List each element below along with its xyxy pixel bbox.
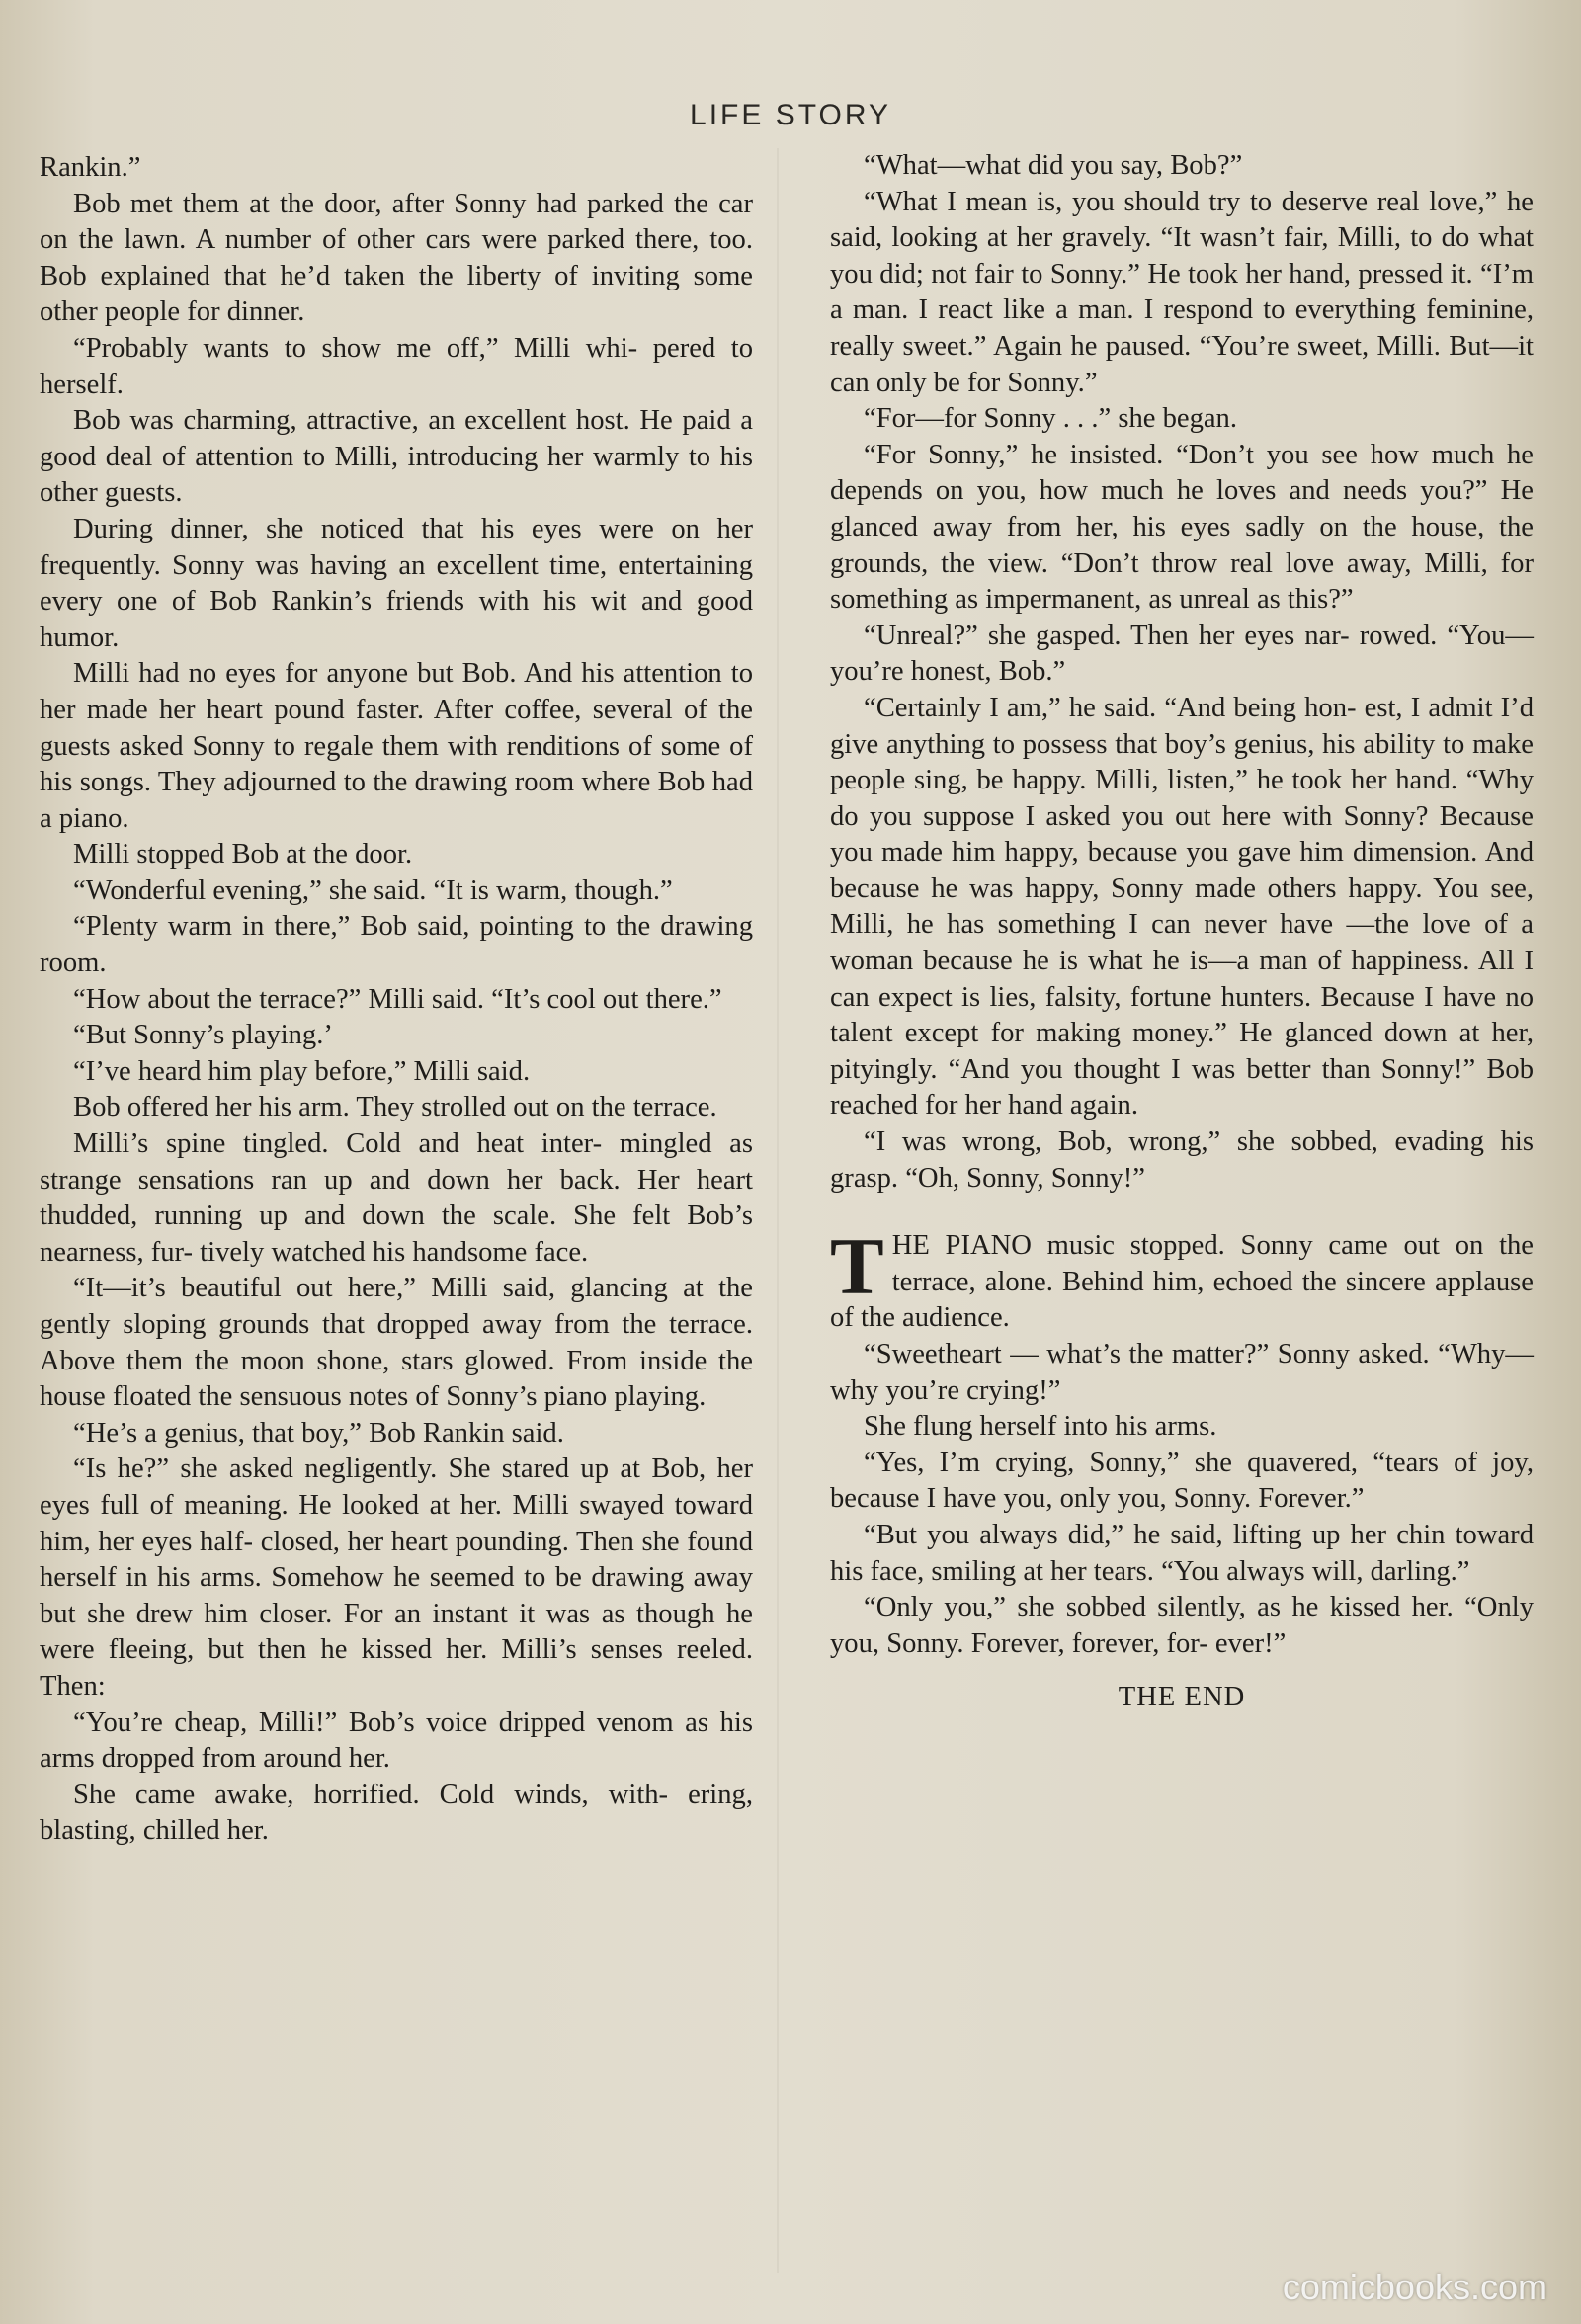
- paragraph: She came awake, horrified. Cold winds, with- ering, blasting, chilled her.: [40, 1779, 753, 1847]
- paragraph: “What I mean is, you should try to deserve real love,” he said, looking at her gravely. “It wasn’t fair, Milli, to do what you did; not fair to Sonny.” He took her hand, pressed it. “I’m a man. I react like a man. I respond to everything feminine, really sweet.” Again he paused. “You’re sweet, Milli. But—it can only be for Sonny.”: [830, 186, 1534, 398]
- paragraph: She flung herself into his arms.: [864, 1411, 1217, 1443]
- paragraph: “What—what did you say, Bob?”: [864, 150, 1243, 181]
- paragraph: Bob offered her his arm. They strolled out on the terrace.: [73, 1092, 717, 1123]
- paragraph: “Certainly I am,” he said. “And being hon- est, I admit I’d give anything to possess that boy’s genius, his ability to make people sing, be happy. Milli, listen,” he took her hand. “Why do you suppose I asked you out here with Sonny? Because you made him happy, because you gave him dimension. And because he was happy, Sonny made others happy. You see, Milli, he has something I can never have —the love of a woman because he is what he is—a man of happiness. All I can expect is lies, falsity, fortune hunters. Because I have no talent except for making money.” He glanced down at her, pityingly. “And you thought I was better than Sonny!” Bob reached for her hand again.: [830, 692, 1534, 1121]
- paragraph: During dinner, she noticed that his eyes were on her frequently. Sonny was having an excellent time, entertaining every one of Bob Rankin’s friends with his wit and good humor.: [40, 513, 753, 653]
- paragraph: “I was wrong, Bob, wrong,” she sobbed, evading his grasp. “Oh, Sonny, Sonny!”: [830, 1126, 1534, 1194]
- paragraph: Bob met them at the door, after Sonny had parked the car on the lawn. A number of other cars were parked there, too. Bob explained that he’d taken the liberty of inviting some other people for dinner.: [40, 188, 753, 328]
- paragraph: “For Sonny,” he insisted. “Don’t you see how much he depends on you, how much he loves and needs you?” He glanced away from her, his eyes sadly on the house, the grounds, the view. “Don’t throw real love away, Milli, for something as impermanent, as unreal as this?”: [830, 439, 1534, 616]
- paragraph: Milli stopped Bob at the door.: [73, 839, 413, 871]
- paragraph: “Sweetheart — what’s the matter?” Sonny asked. “Why—why you’re crying!”: [830, 1339, 1534, 1406]
- paragraph: “You’re cheap, Milli!” Bob’s voice dripped venom as his arms dropped from around her.: [40, 1706, 753, 1775]
- paragraph: Bob was charming, attractive, an excellent host. He paid a good deal of attention to Milli, introducing her warmly to his other guests.: [40, 405, 753, 509]
- paragraph: “Only you,” she sobbed silently, as he kissed her. “Only you, Sonny. Forever, forever, for- ever!”: [830, 1592, 1534, 1659]
- paragraph: “It—it’s beautiful out here,” Milli said, glancing at the gently sloping grounds that dropped away from the terrace. Above them the moon shone, stars glowed. From inside the house floated the sensuous notes of Sonny’s piano playing.: [40, 1273, 753, 1413]
- paragraph: “He’s a genius, that boy,” Bob Rankin said.: [73, 1417, 564, 1449]
- the-end-label: THE END: [1118, 1682, 1246, 1713]
- paragraph: “Probably wants to show me off,” Milli whi- pered to herself.: [40, 332, 753, 400]
- paragraph: “Is he?” she asked negligently. She stared up at Bob, her eyes full of meaning. He looked at her. Milli swayed toward him, her eyes half- closed, her heart pounding. Then she found herself in his arms. Somehow he seemed to be drawing away but she drew him closer. For an instant it was as though he were fleeing, but then he kissed her. Milli’s senses reeled. Then:: [40, 1453, 753, 1702]
- paragraph: “Plenty warm in there,” Bob said, pointing to the drawing room.: [40, 911, 753, 979]
- paragraph: “I’ve heard him play before,” Milli said.: [73, 1055, 531, 1087]
- paragraph: “Wonderful evening,” she said. “It is warm, though.”: [73, 874, 673, 906]
- page-header: LIFE STORY: [690, 99, 891, 131]
- watermark: comicbooks.com: [1282, 2267, 1547, 2307]
- paragraph: Milli had no eyes for anyone but Bob. And his attention to her made her heart pound faster. After coffee, several of the guests asked Sonny to regale them with renditions of some of his songs. They adjourned to the drawing room where Bob had a piano.: [40, 658, 753, 834]
- paragraph: “Unreal?” she gasped. Then her eyes nar- rowed. “You—you’re honest, Bob.”: [830, 620, 1534, 688]
- section-opening-paragraph: [830, 1221, 1534, 1337]
- drop-cap: T: [830, 1221, 884, 1312]
- paragraph: “But Sonny’s playing.’: [73, 1020, 333, 1051]
- paragraph: “Yes, I’m crying, Sonny,” she quavered, “tears of joy, because I have you, only you, Sonny. Forever.”: [830, 1447, 1534, 1515]
- paragraph: “How about the terrace?” Milli said. “It’s cool out there.”: [73, 983, 722, 1015]
- column-gutter: [777, 148, 779, 2273]
- drop-cap-text: HE PIANO music stopped. Sonny came out on the terrace, alone. Behind him, echoed the sincere applause of the audience.: [830, 1230, 1534, 1334]
- right-column: [830, 148, 1534, 1716]
- paragraph: “But you always did,” he said, lifting up her chin toward his face, smiling at her tears. “You always will, darling.”: [830, 1519, 1534, 1587]
- paragraph: Rankin.”: [40, 152, 141, 183]
- paragraph: Milli’s spine tingled. Cold and heat inter- mingled as strange sensations ran up and down her back. Her heart thudded, running up and down the scale. She felt Bob’s nearness, fur- tively watched his handsome face.: [40, 1128, 753, 1268]
- paragraph: “For—for Sonny . . .” she began.: [864, 403, 1238, 435]
- left-column: [40, 150, 753, 1850]
